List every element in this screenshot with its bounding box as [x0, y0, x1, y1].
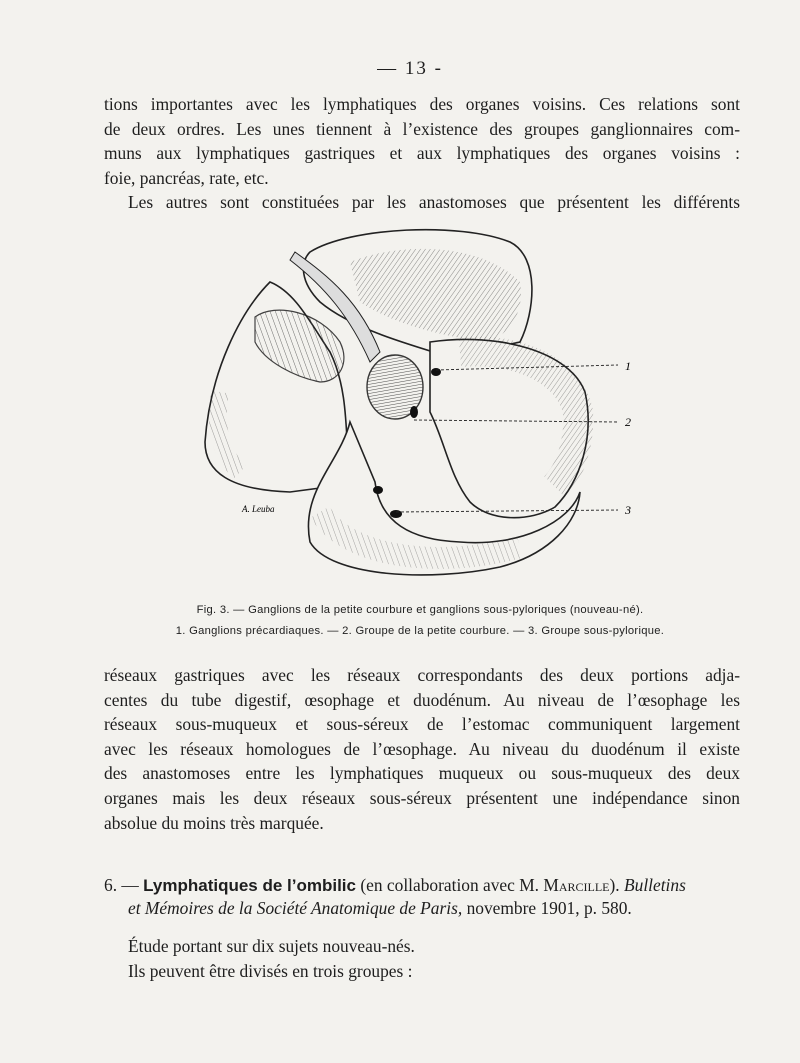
stomach-illustration	[200, 222, 640, 590]
callout-label: 2	[625, 415, 631, 429]
entry-title: Lymphatiques de l’ombilic	[143, 876, 356, 895]
page-number: — 13 -	[377, 58, 443, 79]
entry-collab-suffix: ).	[609, 875, 620, 895]
study-text	[128, 934, 415, 984]
callout-label: 3	[625, 503, 631, 517]
entry-journal-cont: et Mémoires de la Société Anatomique de Paris,	[128, 898, 463, 918]
text-line: Étude portant sur dix sujets nouveau-nés.	[128, 936, 415, 956]
text-line: absolue du moins très marquée.	[104, 812, 324, 833]
figure-caption-legend: 1. Ganglions précardiaques. — 2. Groupe de la petite courbure. — 3. Groupe sous-pylorique.	[175, 625, 665, 637]
paragraph-anastomoses	[104, 663, 740, 835]
entry-journal: Bulletins	[624, 875, 686, 895]
text-line: des anastomoses entre les lymphatiques muqueux ou sous-muqueux des deux	[104, 763, 740, 784]
callout-label: 1	[625, 359, 631, 373]
text-line: centes du tube digestif, œsophage et duodénum. Au niveau de l’œsophage les	[104, 689, 740, 710]
text-line: muns aux lymphatiques gastriques et aux lymphatiques des organes voisins :	[104, 143, 740, 164]
paragraph-intro	[104, 92, 740, 215]
text-line: de deux ordres. Les unes tiennent à l’existence des groupes ganglionnaires com-	[104, 118, 740, 139]
text-line: foie, pancréas, rate, etc.	[104, 167, 269, 188]
entry-number: 6. —	[104, 875, 139, 895]
text-line: tions importantes avec les lymphatiques des organes voisins. Ces relations sont	[104, 94, 740, 114]
text-line: avec les réseaux homologues de l’œsophage. Au niveau du duodénum il existe	[104, 738, 740, 759]
artist-signature: A. Leuba	[242, 504, 275, 514]
text-line: Ils peuvent être divisés en trois groupes :	[128, 961, 413, 981]
entry-collab-name: Marcille	[543, 875, 610, 895]
entry-date: novembre 1901, p. 580.	[466, 898, 632, 918]
text-line: réseaux gastriques avec les réseaux correspondants des deux portions adja-	[104, 665, 740, 685]
text-line: organes mais les deux réseaux sous-séreux présentent une indépendance sinon	[104, 787, 740, 808]
entry-collab-prefix: (en collaboration avec M.	[360, 875, 540, 895]
text-line: réseaux sous-muqueux et sous-séreux de l’estomac communiquent largement	[104, 714, 740, 735]
figure-caption-title: Fig. 3. — Ganglions de la petite courbure et ganglions sous-pyloriques (nouveau-né).	[196, 604, 644, 616]
text-line: Les autres sont constituées par les anastomoses que présentent les différents	[128, 192, 740, 213]
bibliography-entry-6	[104, 874, 744, 919]
